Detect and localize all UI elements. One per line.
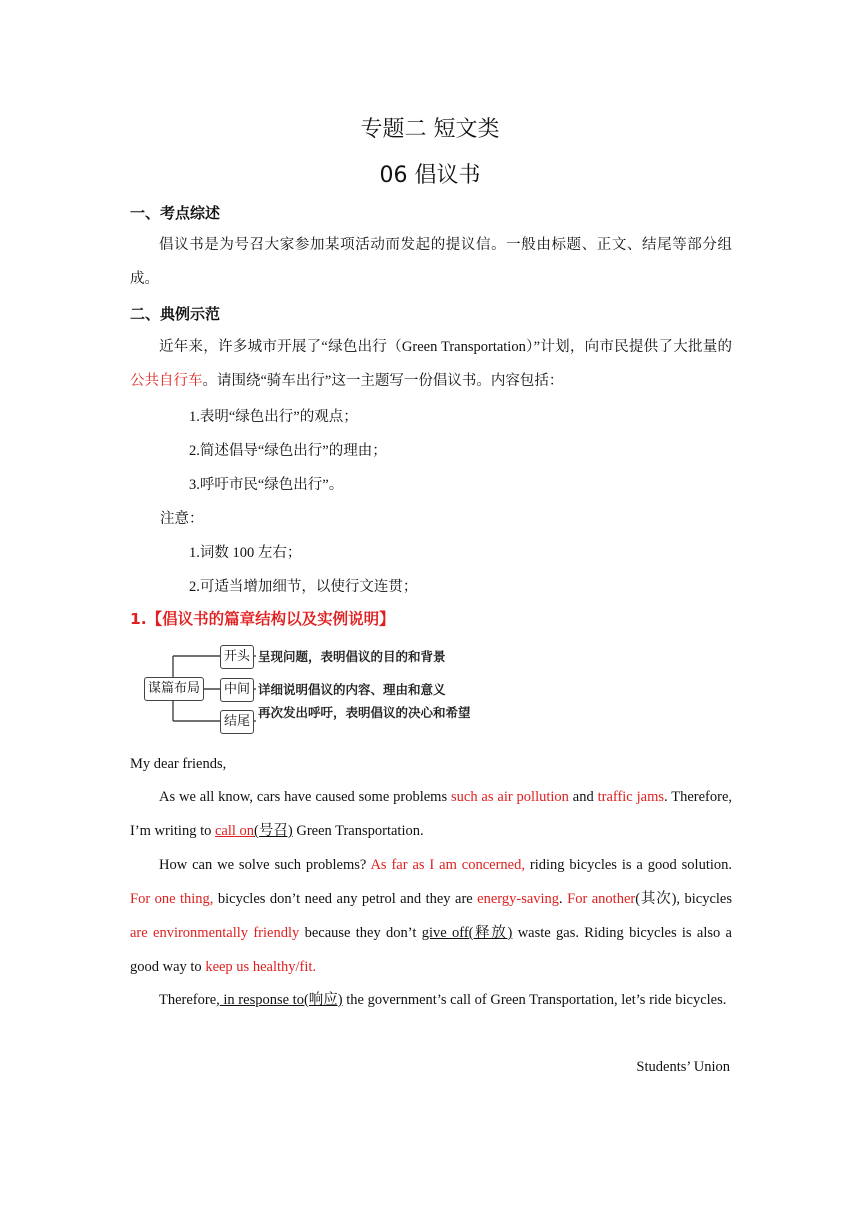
- highlight-phrase: For one thing,: [130, 891, 214, 907]
- text-span: . Therefore, I’m writing to: [130, 789, 733, 839]
- diagram-branch-opening: 开头: [220, 645, 254, 669]
- text-span: and: [568, 789, 598, 805]
- highlight-phrase: are environmentally friendly: [130, 925, 300, 941]
- section1-text: 倡议书是为号召大家参加某项活动而发起的提议信。一般由标题、正文、结尾等部分组成。: [130, 237, 732, 287]
- letter-signature: Students’ Union: [636, 1059, 730, 1075]
- text-span: As we all know, cars have caused some problems: [159, 789, 451, 805]
- prompt-highlight: 公共自行车: [130, 373, 203, 389]
- section2-heading: 二、典例示范: [130, 305, 221, 323]
- note-item: 2.可适当增加细节，以使行文连贯；: [189, 579, 418, 595]
- structure-heading: 1.【倡议书的篇章结构以及实例说明】: [130, 610, 395, 628]
- highlight-phrase: such as air pollution: [450, 789, 569, 805]
- letter-greeting: My dear friends,: [130, 756, 227, 772]
- section2-prompt: [130, 330, 732, 398]
- page-subtitle: 06 倡议书: [379, 163, 481, 188]
- text-span: How can we solve such problems?: [159, 857, 371, 873]
- letter-paragraph-2: [130, 848, 732, 984]
- prompt-text-1: 近年来，许多城市开展了“绿色出行（Green Transportation）”计划，向市民提供了大批量的: [159, 339, 732, 355]
- diagram-desc-middle: 详细说明倡议的内容、理由和意义: [258, 682, 446, 697]
- text-span: bicycles don’t need any petrol and they are: [213, 891, 478, 907]
- text-span: Green Transportation.: [292, 823, 424, 839]
- diagram-root: 谋篇布局: [144, 677, 204, 701]
- letter-paragraph-3: [130, 983, 732, 1017]
- diagram-desc-ending: 再次发出呼吁，表明倡议的决心和希望: [258, 705, 471, 720]
- section1-heading: 一、考点综述: [130, 204, 221, 222]
- note-label: 注意：: [160, 511, 204, 527]
- structure-diagram: [140, 640, 480, 742]
- highlight-phrase: traffic jams: [597, 789, 665, 805]
- highlight-phrase: As far as I am concerned,: [370, 857, 525, 873]
- gloss-span: in response to(响应): [219, 992, 343, 1008]
- diagram-branch-ending: 结尾: [220, 710, 254, 734]
- text-span: Therefore,: [159, 992, 220, 1008]
- text-span: waste gas. Riding bicycles is also a good way to: [130, 925, 732, 975]
- note-item: 1.词数 100 左右；: [189, 545, 302, 561]
- highlight-phrase: energy-saving: [477, 891, 560, 907]
- gloss-span: give off(释放): [421, 925, 513, 941]
- point-item: 2.简述倡导“绿色出行”的理由；: [189, 443, 387, 459]
- highlight-phrase: For another: [567, 891, 636, 907]
- text-span: because they don’t: [299, 925, 422, 941]
- prompt-text-2: 。请围绕“骑车出行”这一主题写一份倡议书。内容包括：: [202, 373, 564, 389]
- highlight-phrase: call on: [214, 823, 255, 839]
- gloss-span: (号召): [254, 823, 293, 839]
- text-span: (其次), bicycles: [635, 891, 732, 907]
- text-span: riding bicycles is a good solution.: [524, 857, 733, 873]
- page-title: 专题二 短文类: [360, 117, 500, 142]
- point-item: 1.表明“绿色出行”的观点；: [189, 409, 358, 425]
- text-span: the government’s call of Green Transportation, let’s ride bicycles.: [342, 992, 727, 1008]
- point-item: 3.呼吁市民“绿色出行”。: [189, 477, 344, 493]
- diagram-branch-middle: 中间: [220, 678, 254, 702]
- letter-paragraph-1: [130, 780, 732, 848]
- text-span: .: [559, 891, 568, 907]
- highlight-phrase: keep us healthy/fit.: [205, 959, 317, 975]
- diagram-desc-opening: 呈现问题，表明倡议的目的和背景: [258, 649, 446, 664]
